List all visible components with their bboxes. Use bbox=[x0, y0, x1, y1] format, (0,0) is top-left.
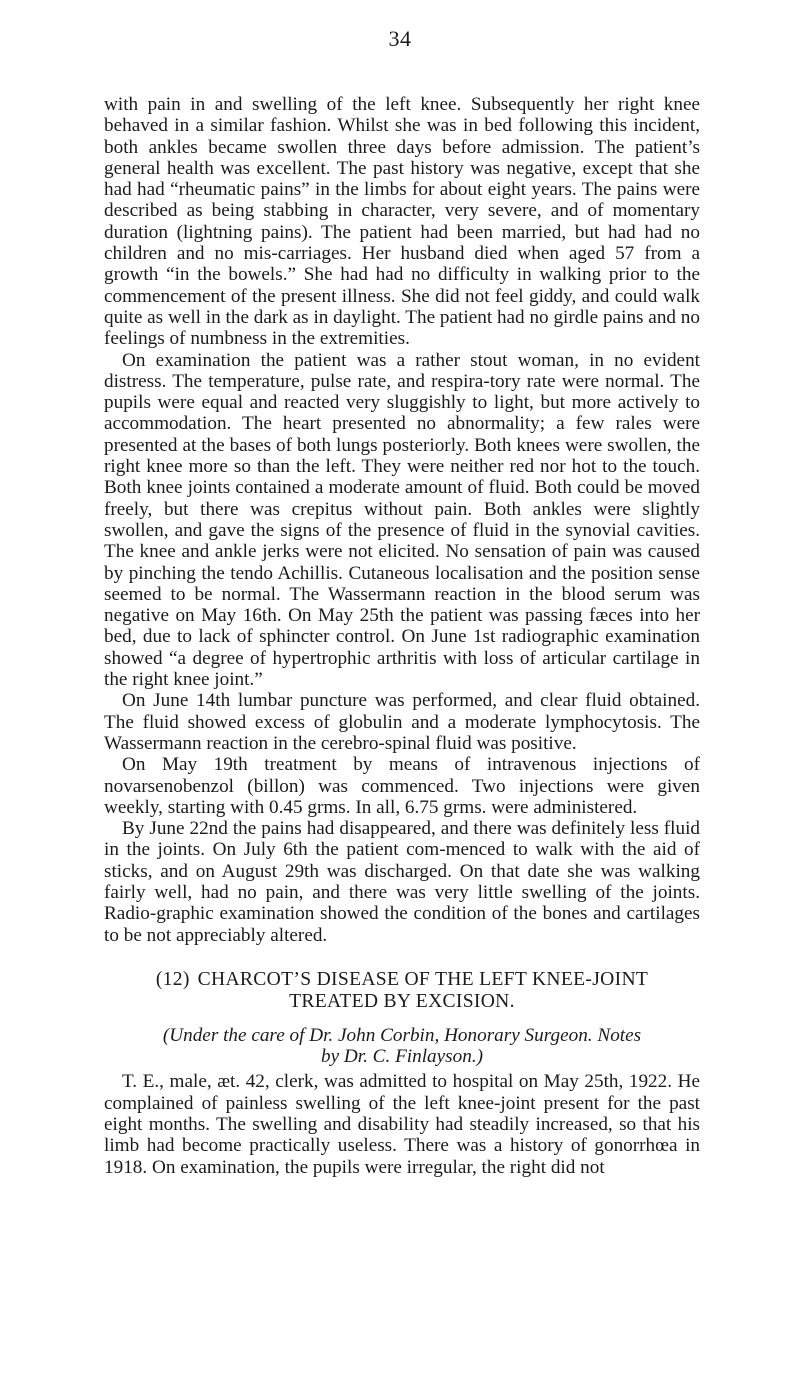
paragraph-outcome: By June 22nd the pains had disappeared, and there was definitely less fluid in the joints. On July 6th the patient com-menced to walk with the aid of sticks, and on August 29th was discharged. On that date she was walking fairly well, had no pain, and there was very little swelling of the joints. Radio-graphic examination showed the condition of the bones and cartilages to be not appreciably altered. bbox=[104, 818, 700, 946]
byline-line-2: by Dr. C. Finlayson.) bbox=[320, 1046, 483, 1068]
paragraph-treatment: On May 19th treatment by means of intravenous injections of novarsenobenzol (billon) was commenced. Two injections were given weekly, starting with 0.45 grms. In all, 6.75 grms. were administered. bbox=[104, 754, 700, 818]
section-byline bbox=[104, 1025, 700, 1068]
section-title-line-2: TREATED BY EXCISION. bbox=[289, 990, 515, 1012]
section-heading-line-1 bbox=[104, 969, 700, 991]
paragraph-examination: On examination the patient was a rather stout woman, in no evident distress. The temperature, pulse rate, and respira-tory rate were normal. The pupils were equal and reacted very sluggishly to light, but more actively to accommodation. The heart presented no abnormality; a few rales were presented at the bases of both lungs posteriorly. Both knees were swollen, the right knee more so than the left. They were neither red nor hot to the touch. Both knee joints contained a moderate amount of fluid. Both could be moved freely, but there was crepitus without pain. Both ankles were slightly swollen, and gave the signs of the presence of fluid in the synovial cavities. The knee and ankle jerks were not elicited. No sensation of pain was caused by pinching the tendo Achillis. Cutaneous localisation and the position sense seemed to be normal. The Wassermann reaction in the blood serum was negative on May 16th. On May 25th the patient was passing fæces into her bed, due to lack of sphincter control. On June 1st radiographic examination showed “a degree of hypertrophic arthritis with loss of articular cartilage in the right knee joint.” bbox=[104, 349, 700, 691]
section-heading bbox=[104, 969, 700, 1013]
paragraph-case-history: with pain in and swelling of the left knee. Subsequently her right knee behaved in a similar fashion. Whilst she was in bed following this incident, both ankles became swollen three days before admission. The patient’s general health was excellent. The past history was negative, except that she had had “rheumatic pains” in the limbs for about eight years. The pains were described as being stabbing in character, very severe, and of momentary duration (lightning pains). The patient had been married, but had had no children and no mis-carriages. Her husband died when aged 57 from a growth “in the bowels.” She had had no difficulty in walking prior to the commencement of the present illness. She did not feel giddy, and could walk quite as well in the dark as in daylight. The patient had no girdle pains and no feelings of numbness in the extremities. bbox=[104, 94, 700, 350]
paragraph-lumbar-puncture: On June 14th lumbar puncture was performed, and clear fluid obtained. The fluid showed excess of globulin and a moderate lymphocytosis. The Wassermann reaction in the cerebro-spinal fluid was positive. bbox=[104, 690, 700, 754]
section-number: (12) bbox=[155, 968, 190, 990]
byline-line-1: (Under the care of Dr. John Corbin, Honorary Surgeon. Notes bbox=[162, 1024, 642, 1046]
section-title-line-1: CHARCOT’S DISEASE OF THE LEFT KNEE-JOINT bbox=[197, 968, 649, 990]
page-number: 34 bbox=[388, 26, 412, 51]
paragraph-new-case: T. E., male, æt. 42, clerk, was admitted to hospital on May 25th, 1922. He complained of painless swelling of the left knee-joint present for the past eight months. The swelling and disability had steadily increased, so that his limb had become practically useless. There was a history of gonorrhœa in 1918. On examination, the pupils were irregular, the right did not bbox=[104, 1071, 700, 1178]
body-text bbox=[104, 94, 700, 1178]
